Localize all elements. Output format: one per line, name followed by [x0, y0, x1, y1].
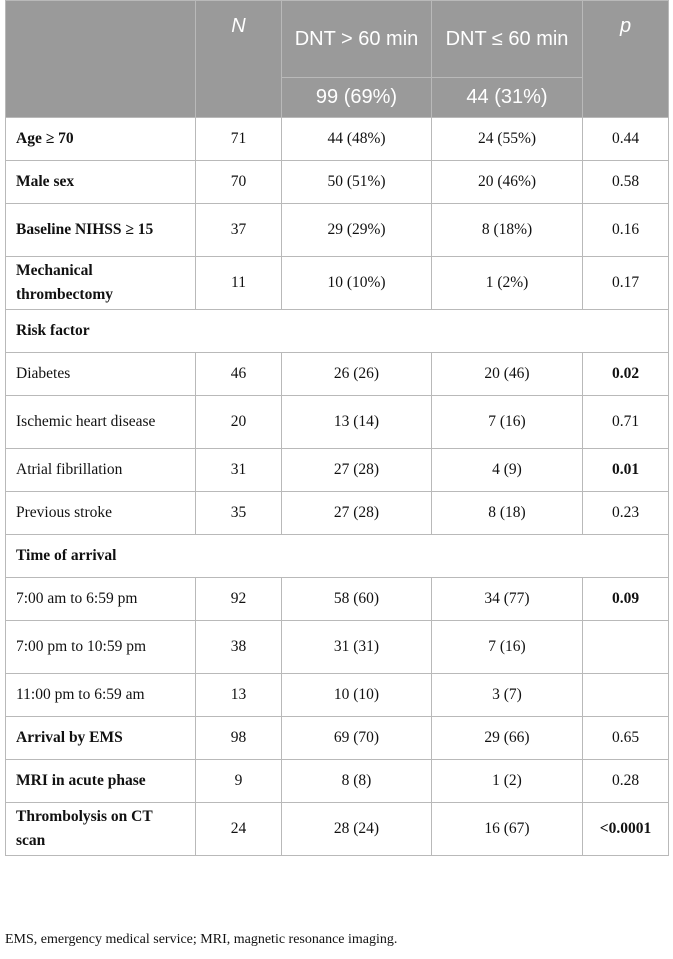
row-dnt-over-60: 27 (28)	[282, 449, 432, 492]
header-dnt-over-60: DNT > 60 min	[282, 1, 432, 78]
section-row	[6, 535, 669, 578]
row-dnt-under-60: 1 (2%)	[432, 257, 583, 310]
header-row	[6, 1, 669, 78]
row-dnt-over-60: 28 (24)	[282, 803, 432, 856]
row-n: 35	[196, 492, 282, 535]
row-n: 98	[196, 717, 282, 760]
table-header	[6, 1, 669, 118]
row-n: 71	[196, 118, 282, 161]
section-row	[6, 310, 669, 353]
row-label: Atrial fibrillation	[6, 449, 196, 492]
row-n: 11	[196, 257, 282, 310]
row-n: 92	[196, 578, 282, 621]
row-dnt-under-60: 29 (66)	[432, 717, 583, 760]
table-row	[6, 674, 669, 717]
row-dnt-over-60: 50 (51%)	[282, 161, 432, 204]
row-dnt-under-60: 34 (77)	[432, 578, 583, 621]
row-p: 0.23	[583, 492, 669, 535]
row-p: 0.02	[583, 353, 669, 396]
row-label: 11:00 pm to 6:59 am	[6, 674, 196, 717]
header-dnt-over-60-count: 99 (69%)	[282, 78, 432, 118]
table-row	[6, 204, 669, 257]
row-label: 7:00 am to 6:59 pm	[6, 578, 196, 621]
table-row	[6, 717, 669, 760]
row-n: 37	[196, 204, 282, 257]
row-dnt-under-60: 1 (2)	[432, 760, 583, 803]
row-p: <0.0001	[583, 803, 669, 856]
row-label: Age ≥ 70	[6, 118, 196, 161]
section-label-risk-factor: Risk factor	[6, 310, 669, 353]
row-p: 0.58	[583, 161, 669, 204]
table-row	[6, 257, 669, 310]
row-p: 0.65	[583, 717, 669, 760]
row-label: MRI in acute phase	[6, 760, 196, 803]
row-n: 31	[196, 449, 282, 492]
table-row	[6, 621, 669, 674]
header-dnt-under-60: DNT ≤ 60 min	[432, 1, 583, 78]
row-dnt-under-60: 24 (55%)	[432, 118, 583, 161]
row-n: 24	[196, 803, 282, 856]
row-label: Baseline NIHSS ≥ 15	[6, 204, 196, 257]
row-dnt-over-60: 10 (10)	[282, 674, 432, 717]
table-row	[6, 578, 669, 621]
row-n: 20	[196, 396, 282, 449]
table-row	[6, 803, 669, 856]
row-p: 0.44	[583, 118, 669, 161]
row-label: Arrival by EMS	[6, 717, 196, 760]
row-label: Male sex	[6, 161, 196, 204]
row-n: 13	[196, 674, 282, 717]
row-p: 0.28	[583, 760, 669, 803]
table-row	[6, 449, 669, 492]
row-dnt-under-60: 8 (18)	[432, 492, 583, 535]
row-dnt-under-60: 20 (46%)	[432, 161, 583, 204]
row-dnt-under-60: 7 (16)	[432, 396, 583, 449]
header-empty-cell	[6, 1, 196, 118]
row-dnt-under-60: 16 (67)	[432, 803, 583, 856]
table-row	[6, 492, 669, 535]
row-p: 0.17	[583, 257, 669, 310]
row-label: Diabetes	[6, 353, 196, 396]
row-n: 70	[196, 161, 282, 204]
header-dnt-under-60-count: 44 (31%)	[432, 78, 583, 118]
row-dnt-over-60: 58 (60)	[282, 578, 432, 621]
table-footnote: EMS, emergency medical service; MRI, magnetic resonance imaging.	[5, 932, 398, 947]
row-n: 46	[196, 353, 282, 396]
row-label: Mechanical thrombectomy	[6, 257, 196, 310]
row-p: 0.09	[583, 578, 669, 621]
results-table	[5, 0, 669, 856]
row-label: Thrombolysis on CT scan	[6, 803, 196, 856]
row-label: Previous stroke	[6, 492, 196, 535]
row-p	[583, 621, 669, 674]
table-row	[6, 396, 669, 449]
row-dnt-over-60: 8 (8)	[282, 760, 432, 803]
table-row	[6, 118, 669, 161]
row-p: 0.16	[583, 204, 669, 257]
row-n: 9	[196, 760, 282, 803]
table-row	[6, 760, 669, 803]
row-dnt-over-60: 13 (14)	[282, 396, 432, 449]
row-dnt-under-60: 20 (46)	[432, 353, 583, 396]
row-dnt-over-60: 69 (70)	[282, 717, 432, 760]
row-dnt-over-60: 10 (10%)	[282, 257, 432, 310]
row-dnt-over-60: 26 (26)	[282, 353, 432, 396]
row-dnt-under-60: 4 (9)	[432, 449, 583, 492]
row-dnt-over-60: 27 (28)	[282, 492, 432, 535]
header-n: N	[196, 1, 282, 118]
row-p: 0.71	[583, 396, 669, 449]
row-label: Ischemic heart disease	[6, 396, 196, 449]
row-dnt-over-60: 44 (48%)	[282, 118, 432, 161]
row-label: 7:00 pm to 10:59 pm	[6, 621, 196, 674]
row-dnt-under-60: 8 (18%)	[432, 204, 583, 257]
row-dnt-under-60: 3 (7)	[432, 674, 583, 717]
table-row	[6, 161, 669, 204]
row-p: 0.01	[583, 449, 669, 492]
row-dnt-over-60: 29 (29%)	[282, 204, 432, 257]
row-dnt-under-60: 7 (16)	[432, 621, 583, 674]
header-p: p	[583, 1, 669, 118]
section-label-time-of-arrival: Time of arrival	[6, 535, 669, 578]
row-p	[583, 674, 669, 717]
row-dnt-over-60: 31 (31)	[282, 621, 432, 674]
table-row	[6, 353, 669, 396]
row-n: 38	[196, 621, 282, 674]
